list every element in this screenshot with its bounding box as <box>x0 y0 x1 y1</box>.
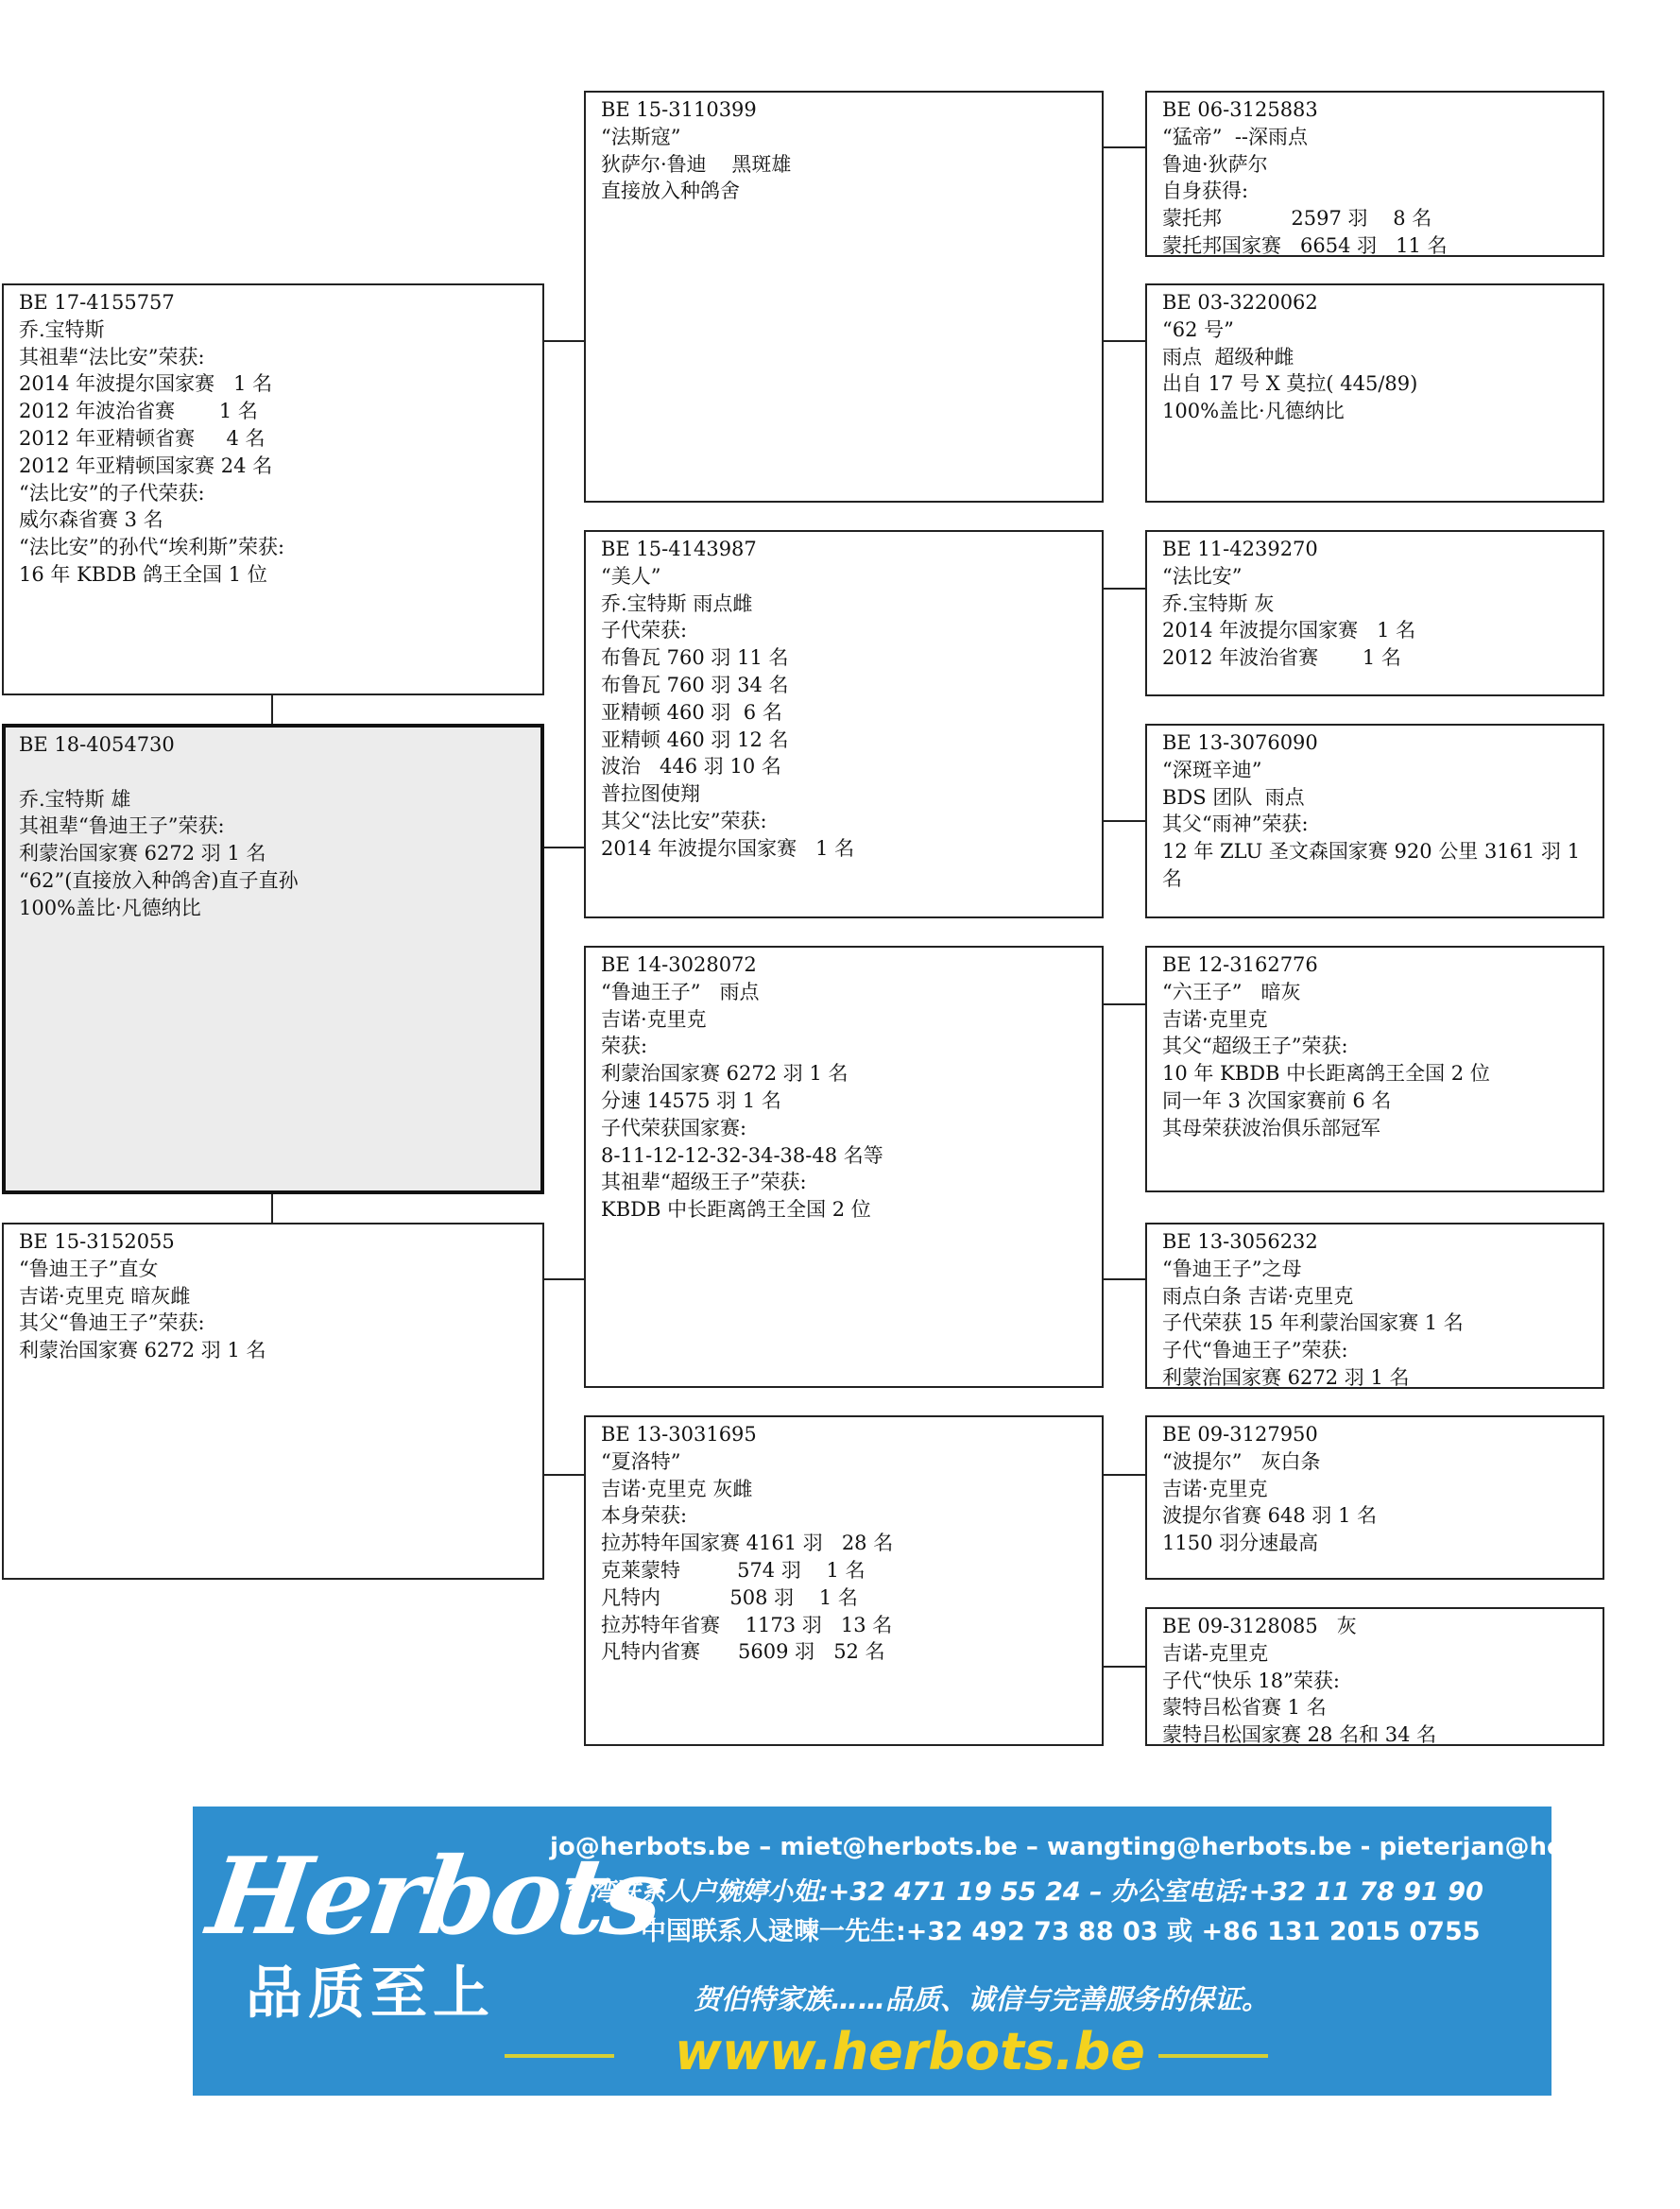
pedigree-line: 乔.宝特斯 <box>19 317 105 341</box>
herbots-logo: Herbots <box>200 1835 669 1959</box>
sd-sire-card <box>1145 530 1604 696</box>
pedigree-line: “法比安”的孙代“埃利斯”荣获: <box>19 536 285 559</box>
pedigree-line: BE 15-3110399 <box>601 98 757 121</box>
pedigree-line: BE 13-3076090 <box>1162 731 1318 754</box>
pedigree-line: 克莱蒙特 574 羽 1 名 <box>601 1558 866 1582</box>
pedigree-line: 乔.宝特斯 灰 <box>1162 591 1275 615</box>
connector-dam-to-ds <box>542 1278 584 1280</box>
pedigree-line: “法斯寇” <box>601 125 681 148</box>
pedigree-line: “美人” <box>601 564 661 588</box>
herbots-banner <box>193 1807 1680 2096</box>
pedigree-line: KBDB 中长距离鸽王全国 2 位 <box>601 1198 871 1222</box>
pedigree-line: 其母荣获波治俱乐部冠军 <box>1162 1116 1380 1139</box>
pedigree-line: 其祖辈“法比安”荣获: <box>19 345 205 368</box>
pedigree-line: 吉诺-克里克 <box>1162 1641 1269 1665</box>
sire-sire-card <box>584 91 1104 503</box>
dam-sire-card <box>584 946 1104 1388</box>
pedigree-line: 2014 年波提尔国家赛 1 名 <box>19 372 273 396</box>
pedigree-line: BE 13-3031695 <box>601 1423 757 1446</box>
pedigree-line: 12 年 ZLU 圣文森国家赛 920 公里 3161 羽 1 <box>1162 840 1581 864</box>
pedigree-line: “猛帝” --深雨点 <box>1162 125 1309 148</box>
pedigree-line: BE 09-3128085 灰 <box>1162 1615 1357 1637</box>
pedigree-line: 荣获: <box>601 1035 648 1058</box>
pedigree-line: 子代“鲁迪王子”荣获: <box>1162 1339 1348 1362</box>
pedigree-line: “62”(直接放入种鸽舍)直子直孙 <box>19 868 299 892</box>
pedigree-line: 鲁迪·狄萨尔 <box>1162 152 1268 176</box>
pedigree-line: 蒙托邦 2597 羽 8 名 <box>1162 207 1432 231</box>
pedigree-line: 蒙特吕松省赛 1 名 <box>1162 1696 1327 1720</box>
subject-card <box>2 724 544 1194</box>
pedigree-line: 2014 年波提尔国家赛 1 名 <box>601 836 855 860</box>
pedigree-line: BE 17-4155757 <box>19 291 175 314</box>
ss-sire-card <box>1145 91 1604 257</box>
ds-sire-card <box>1145 946 1604 1192</box>
china-contact: 中国联系人逯暕一先生:+32 492 73 88 03 或 +86 131 2015 0755 <box>641 1917 1481 1946</box>
pedigree-line: 凡特内 508 羽 1 名 <box>601 1585 858 1609</box>
pedigree-line: 2012 年亚精顿国家赛 24 名 <box>19 454 273 477</box>
pedigree-line: 凡特内省赛 5609 羽 52 名 <box>601 1640 885 1664</box>
dam-dam-card <box>584 1415 1104 1746</box>
pedigree-line: 利蒙治国家赛 6272 羽 1 名 <box>1162 1365 1410 1389</box>
dd-dam-card <box>1145 1607 1604 1746</box>
pedigree-line: 其祖辈“鲁迪王子”荣获: <box>19 814 225 838</box>
connector-sire-to-sd <box>542 847 584 848</box>
pedigree-line: 分速 14575 羽 1 名 <box>601 1088 781 1112</box>
pedigree-line: 波治 446 羽 10 名 <box>601 755 781 779</box>
pedigree-line: 同一年 3 次国家赛前 6 名 <box>1162 1088 1392 1112</box>
pedigree-line: 16 年 KBDB 鸽王全国 1 位 <box>19 562 267 586</box>
connector-2 <box>1104 340 1145 342</box>
pedigree-line: 本身荣获: <box>601 1504 688 1528</box>
pedigree-line: 吉诺·克里克 灰雌 <box>601 1477 753 1500</box>
pedigree-line: 其父“鲁迪王子”荣获: <box>19 1311 205 1335</box>
connector-sire-to-subject <box>271 695 273 724</box>
pedigree-line: 10 年 KBDB 中长距离鸽王全国 2 位 <box>1162 1062 1490 1086</box>
connector-5 <box>1104 1003 1145 1005</box>
connector-subject-to-dam <box>271 1194 273 1223</box>
pedigree-line: 自身获得: <box>1162 180 1249 203</box>
pedigree-line: 100%盖比·凡德纳比 <box>19 896 201 919</box>
pedigree-line: 8-11-12-12-32-34-38-48 名等 <box>601 1143 883 1167</box>
pedigree-line: 名 <box>1162 866 1182 890</box>
taiwan-contact: 台湾联系人户婉婷小姐:+32 471 19 55 24 – 办公室电话:+32 11 78 91 90 <box>563 1877 1483 1907</box>
sire-card <box>2 283 544 695</box>
connector-7 <box>1104 1474 1145 1476</box>
pedigree-line: 出自 17 号 X 莫拉( 445/89) <box>1162 372 1418 396</box>
pedigree-line: 子代“快乐 18”荣获: <box>1162 1669 1340 1692</box>
pedigree-line: 拉苏特年省赛 1173 羽 13 名 <box>601 1613 893 1636</box>
tagline: 贺伯特家族……品质、诚信与完善服务的保证。 <box>694 1983 1270 2015</box>
pedigree-line: BE 18-4054730 <box>19 733 175 756</box>
pedigree-line: 子代荣获国家赛: <box>601 1116 747 1139</box>
pedigree-line: 利蒙治国家赛 6272 羽 1 名 <box>19 1339 266 1362</box>
pedigree-line: 亚精顿 460 羽 6 名 <box>601 700 782 724</box>
pedigree-line: “鲁迪王子” 雨点 <box>601 980 760 1003</box>
connector-3 <box>1104 588 1145 590</box>
website-link[interactable]: www.herbots.be <box>675 2022 1145 2081</box>
pedigree-line: 拉苏特年国家赛 4161 羽 28 名 <box>601 1532 894 1555</box>
pedigree-line: 2012 年亚精顿省赛 4 名 <box>19 426 266 450</box>
pedigree-line: BE 09-3127950 <box>1162 1423 1318 1446</box>
pedigree-line: “波提尔” 灰白条 <box>1162 1449 1321 1473</box>
pedigree-line: BE 15-4143987 <box>601 538 757 560</box>
decorative-bar-right <box>1158 2054 1268 2058</box>
pedigree-line: 其父“法比安”荣获: <box>601 809 767 832</box>
pedigree-line: “六王子” 暗灰 <box>1162 980 1301 1003</box>
pedigree-line: BE 11-4239270 <box>1162 538 1318 560</box>
sire-dam-card <box>584 530 1104 918</box>
ds-dam-card <box>1145 1223 1604 1389</box>
pedigree-line: 其祖辈“超级王子”荣获: <box>601 1171 807 1194</box>
ss-dam-card <box>1145 283 1604 503</box>
pedigree-line: 蒙托邦国家赛 6654 羽 11 名 <box>1162 233 1448 257</box>
pedigree-line: 乔.宝特斯 雄 <box>19 787 131 811</box>
pedigree-line: 2012 年波治省赛 1 名 <box>1162 646 1401 670</box>
connector-6 <box>1104 1278 1145 1280</box>
dd-sire-card <box>1145 1415 1604 1580</box>
pedigree-line: 波提尔省赛 648 羽 1 名 <box>1162 1504 1378 1528</box>
pedigree-line: 狄萨尔·鲁迪 黑斑雄 <box>601 152 792 176</box>
connector-8 <box>1104 1666 1145 1668</box>
pedigree-line: 布鲁瓦 760 羽 34 名 <box>601 673 789 696</box>
pedigree-line: 2014 年波提尔国家赛 1 名 <box>1162 619 1416 642</box>
connector-sire-to-ss <box>542 340 584 342</box>
slogan: 品质至上 <box>246 1961 495 2027</box>
connector-dam-to-dd <box>542 1474 584 1476</box>
pedigree-line: 威尔森省赛 3 名 <box>19 508 163 532</box>
pedigree-line: 吉诺·克里克 暗灰雌 <box>19 1284 191 1308</box>
pedigree-line: “法比安” <box>1162 564 1243 588</box>
pedigree-line: 亚精顿 460 羽 12 名 <box>601 728 789 751</box>
dam-card <box>2 1223 544 1580</box>
decorative-bar-left <box>505 2054 614 2058</box>
pedigree-line: 2012 年波治省赛 1 名 <box>19 400 258 423</box>
pedigree-line: 乔.宝特斯 雨点雌 <box>601 591 753 615</box>
pedigree-line: “鲁迪王子”之母 <box>1162 1257 1302 1280</box>
pedigree-line: 吉诺·克里克 <box>1162 1007 1268 1031</box>
pedigree-line: 其父“超级王子”荣获: <box>1162 1035 1348 1058</box>
pedigree-line: 普拉图使翔 <box>601 782 700 806</box>
pedigree-line <box>19 759 540 786</box>
pedigree-line: 吉诺·克里克 <box>601 1007 707 1031</box>
pedigree-line: 子代荣获: <box>601 619 688 642</box>
pedigree-line: BE 15-3152055 <box>19 1230 175 1253</box>
pedigree-line: “62 号” <box>1162 317 1234 341</box>
pedigree-line: “法比安”的子代荣获: <box>19 481 205 505</box>
pedigree-line: “鲁迪王子”直女 <box>19 1257 159 1280</box>
pedigree-line: 其父“雨神”荣获: <box>1162 813 1309 836</box>
connector-1 <box>1104 146 1145 148</box>
pedigree-line: 利蒙治国家赛 6272 羽 1 名 <box>601 1062 849 1086</box>
pedigree-line: 子代荣获 15 年利蒙治国家赛 1 名 <box>1162 1311 1464 1335</box>
pedigree-line: 雨点 超级种雌 <box>1162 345 1294 368</box>
pedigree-line: BE 06-3125883 <box>1162 98 1318 121</box>
pedigree-line: BE 12-3162776 <box>1162 953 1318 976</box>
pedigree-line: 蒙特吕松国家赛 28 名和 34 名 <box>1162 1723 1437 1747</box>
sd-dam-card <box>1145 724 1604 918</box>
pedigree-line: 布鲁瓦 760 羽 11 名 <box>601 646 789 670</box>
pedigree-line: BDS 团队 雨点 <box>1162 785 1305 809</box>
pedigree-line: 100%盖比·凡德纳比 <box>1162 400 1345 423</box>
pedigree-line: BE 03-3220062 <box>1162 291 1318 314</box>
pedigree-line: 直接放入种鸽舍 <box>601 180 740 203</box>
pedigree-line: 利蒙治国家赛 6272 羽 1 名 <box>19 842 266 865</box>
pedigree-line: BE 14-3028072 <box>601 953 757 976</box>
connector-4 <box>1104 820 1145 822</box>
pedigree-line: 1150 羽分速最高 <box>1162 1532 1319 1555</box>
pedigree-line: “夏洛特” <box>601 1449 681 1473</box>
pedigree-line: BE 13-3056232 <box>1162 1230 1318 1253</box>
pedigree-line: 吉诺·克里克 <box>1162 1477 1268 1500</box>
pedigree-line: 雨点白条 吉诺·克里克 <box>1162 1284 1354 1308</box>
email-addresses: jo@herbots.be – miet@herbots.be – wangting@herbots.be - pieterjan@herbots.be <box>550 1833 1680 1861</box>
pedigree-line: “深斑辛迪” <box>1162 758 1262 781</box>
